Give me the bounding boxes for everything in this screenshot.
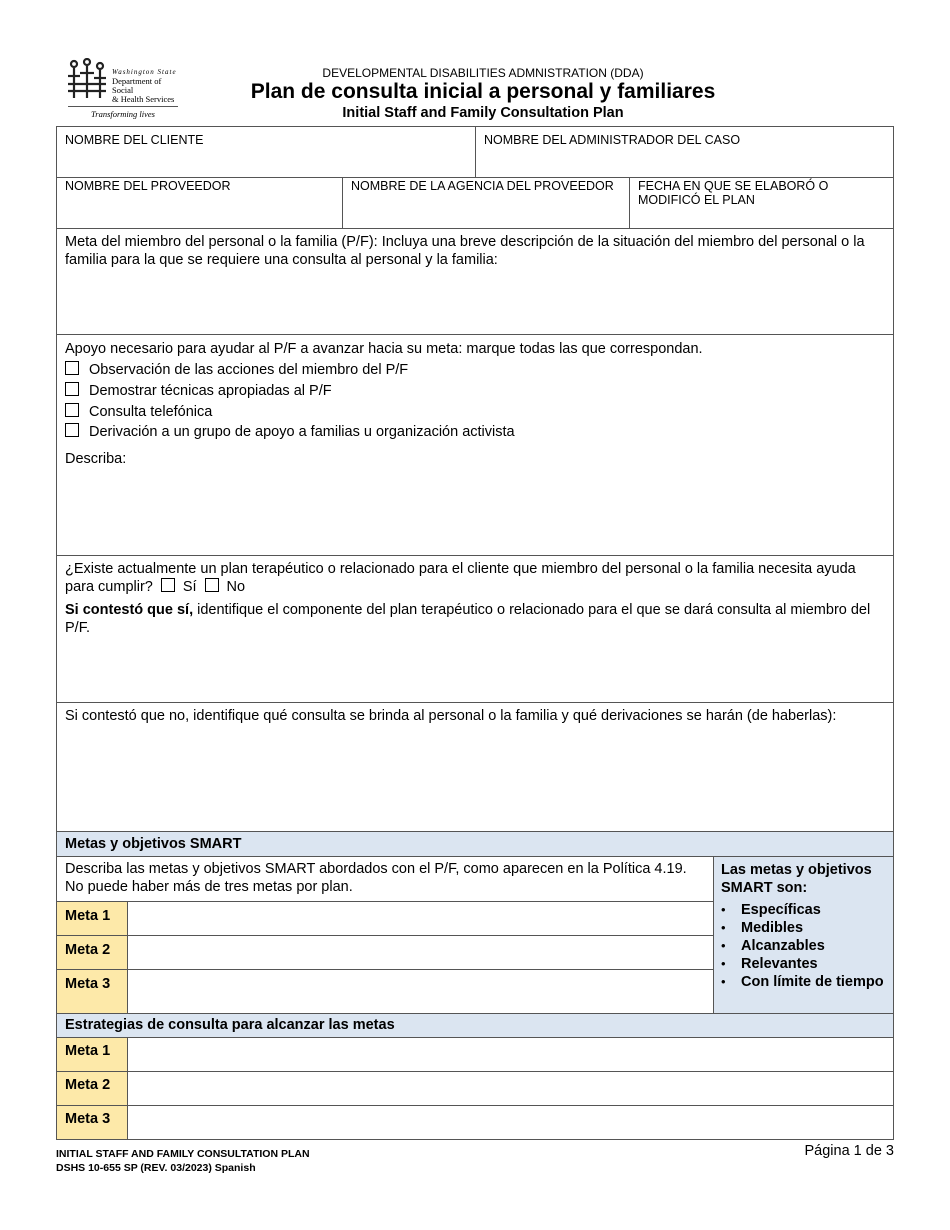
footer-form-number: DSHS 10-655 SP (REV. 03/2023) Spanish <box>56 1162 256 1174</box>
existing-plan-question-text: ¿Existe actualmente un plan terapéutico o relacionado para el cliente que miembro del personal o la familia necesita ayuda para cumplir? <box>65 561 856 595</box>
strategies-heading: Estrategias de consulta para alcanzar las metas <box>65 1017 395 1033</box>
strategy-goal-2-input[interactable] <box>128 1072 893 1105</box>
support-option-4-label: Derivación a un grupo de apoyo a familias u organización activista <box>89 424 515 440</box>
smart-side-title: Las metas y objetivos SMART son: <box>721 862 872 896</box>
smart-item-achievable: • Alcanzables <box>721 937 891 955</box>
existing-plan-question <box>65 560 880 596</box>
smart-item-relevant: • Relevantes <box>721 955 891 973</box>
support-option-2-checkbox[interactable] <box>65 382 79 396</box>
smart-goal-2-input[interactable] <box>128 936 713 969</box>
support-option-3-label: Consulta telefónica <box>89 404 213 420</box>
page-subtitle: Initial Staff and Family Consultation Plan <box>342 105 624 121</box>
plan-date-field[interactable]: FECHA EN QUE SE ELABORÓ O MODIFICÓ EL PLAN <box>638 179 829 207</box>
support-option-2-label: Demostrar técnicas apropiadas al P/F <box>89 383 332 399</box>
support-option-1[interactable] <box>65 361 408 379</box>
smart-goal-3-input[interactable] <box>128 970 713 1013</box>
support-option-4[interactable] <box>65 423 515 441</box>
if-yes-field[interactable] <box>65 601 875 637</box>
support-option-1-checkbox[interactable] <box>65 361 79 375</box>
support-option-2[interactable] <box>65 382 332 400</box>
if-no-field[interactable]: Si contestó que no, identifique qué consulta se brinda al personal o la familia y qué derivaciones se harán (de haberlas): <box>65 708 837 724</box>
plan-no-label: No <box>226 579 246 595</box>
provider-agency-field[interactable]: NOMBRE DE LA AGENCIA DEL PROVEEDOR <box>351 179 614 193</box>
agency-name: DEVELOPMENTAL DISABILITIES ADMNISTRATION (DDA) <box>322 66 644 80</box>
provider-name-field[interactable]: NOMBRE DEL PROVEEDOR <box>65 179 231 193</box>
smart-item-specific: • Específicas <box>721 901 891 919</box>
plan-yes-label: Sí <box>182 579 197 595</box>
smart-side-list <box>721 901 891 991</box>
support-option-4-checkbox[interactable] <box>65 423 79 437</box>
strategy-goal-2-label: Meta 2 <box>57 1072 127 1105</box>
strategy-goal-1-input[interactable] <box>128 1038 893 1071</box>
if-yes-rest: identifique el componente del plan terapéutico o relacionado para el que se dará consulta al miembro del P/F. <box>65 602 871 636</box>
support-describe-field[interactable]: Describa: <box>65 451 127 467</box>
if-yes-bold: Si contestó que sí, <box>65 602 194 618</box>
logo-dept-line2: & Health Services <box>112 94 175 104</box>
smart-goal-2-label: Meta 2 <box>57 936 127 969</box>
footer-form-info <box>56 1147 310 1175</box>
support-option-1-label: Observación de las acciones del miembro del P/F <box>89 362 409 378</box>
client-name-field[interactable]: NOMBRE DEL CLIENTE <box>65 133 204 147</box>
smart-heading: Metas y objetivos SMART <box>65 836 242 852</box>
strategy-goal-3-input[interactable] <box>128 1106 893 1139</box>
strategy-goal-3-label: Meta 3 <box>57 1106 127 1139</box>
support-option-3-checkbox[interactable] <box>65 403 79 417</box>
support-option-3[interactable] <box>65 403 212 421</box>
staff-family-goal-field[interactable]: Meta del miembro del personal o la familia (P/F): Incluya una breve descripción de la situación del miembro del personal o la familia para la que se requiere una consulta al personal y la familia: <box>65 234 865 268</box>
strategy-goal-1-label: Meta 1 <box>57 1038 127 1071</box>
case-manager-field[interactable]: NOMBRE DEL ADMINISTRADOR DEL CASO <box>484 133 741 147</box>
page-title: Plan de consulta inicial a personal y familiares <box>250 80 716 103</box>
logo-tagline: Transforming lives <box>68 106 178 119</box>
footer-form-title: INITIAL STAFF AND FAMILY CONSULTATION PLAN <box>56 1148 310 1160</box>
smart-goal-3-label: Meta 3 <box>57 970 127 1013</box>
smart-item-measurable: • Medibles <box>721 919 891 937</box>
logo-dept-line1: Department of Social <box>112 76 162 95</box>
form-frame <box>56 126 894 1140</box>
page-number: Página 1 de 3 <box>804 1143 894 1159</box>
support-intro: Apoyo necesario para ayudar al P/F a avanzar hacia su meta: marque todas las que correspondan. <box>65 341 703 357</box>
logo-state: Washington State <box>112 68 177 76</box>
smart-description: Describa las metas y objetivos SMART abordados con el P/F, como aparecen en la Política 4.19. No puede haber más de tres metas por plan. <box>65 861 687 895</box>
smart-goal-1-input[interactable] <box>128 902 713 935</box>
smart-goal-1-label: Meta 1 <box>57 902 127 935</box>
plan-yes-checkbox[interactable] <box>161 578 175 592</box>
smart-item-time-bound: • Con límite de tiempo <box>721 973 891 991</box>
plan-no-checkbox[interactable] <box>205 578 219 592</box>
